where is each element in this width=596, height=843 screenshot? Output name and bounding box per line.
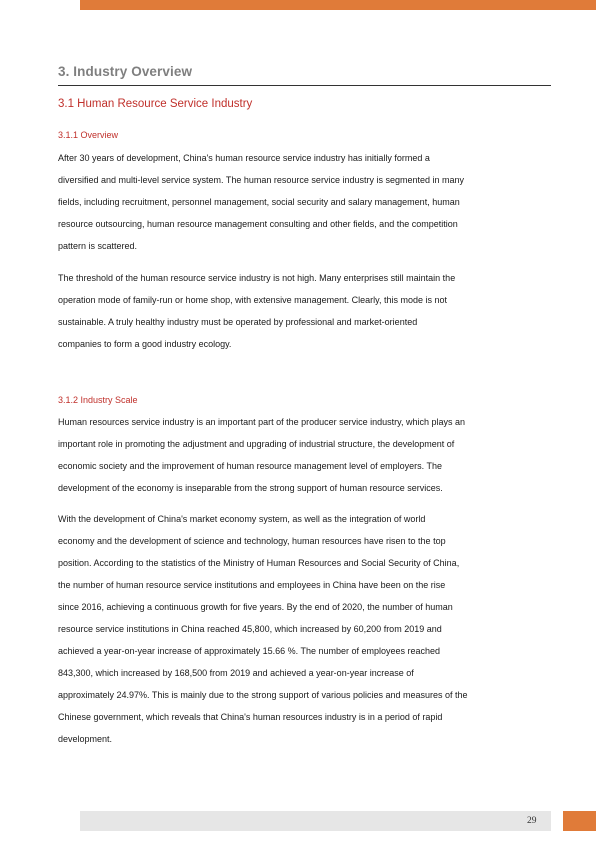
paragraph-line: resource service institutions in China reached 45,800, which increased by 60,200 from 2019 and: [58, 624, 442, 634]
paragraph-line: fields, including recruitment, personnel management, social security and salary management, human: [58, 197, 460, 207]
paragraph-overview-1: [58, 147, 558, 257]
subsection-title-industry-scale: 3.1.2 Industry Scale: [58, 395, 138, 405]
paragraph-line: The threshold of the human resource service industry is not high. Many enterprises still maintain the: [58, 273, 456, 283]
paragraph-line: companies to form a good industry ecology.: [58, 339, 232, 349]
paragraph-line: Chinese government, which reveals that China's human resources industry is in a period of rapid: [58, 712, 443, 722]
paragraph-line: With the development of China's market economy system, as well as the integration of world: [58, 514, 426, 524]
paragraph-overview-2: [58, 267, 558, 355]
paragraph-line: development of the economy is inseparable from the strong support of human resource services.: [58, 483, 443, 493]
chapter-divider: [58, 85, 551, 86]
paragraph-line: development.: [58, 734, 113, 744]
footer-accent-block: [563, 811, 596, 831]
paragraph-line: since 2016, achieving a continuous growth for five years. By the end of 2020, the number of human: [58, 602, 453, 612]
paragraph-scale-1: [58, 411, 558, 499]
paragraph-line: After 30 years of development, China's human resource service industry has initially formed a: [58, 153, 430, 163]
paragraph-line: economic society and the improvement of human resource management level of employers. The: [58, 461, 443, 471]
paragraph-line: Human resources service industry is an important part of the producer service industry, which plays an: [58, 417, 466, 427]
paragraph-line: resource outsourcing, human resource management consulting and other fields, and the competition: [58, 219, 458, 229]
subsection-title-overview: 3.1.1 Overview: [58, 130, 119, 140]
paragraph-line: approximately 24.97%. This is mainly due to the strong support of various policies and measures of the: [58, 690, 468, 700]
paragraph-line: pattern is scattered.: [58, 241, 138, 251]
paragraph-scale-2: [58, 508, 558, 750]
paragraph-line: economy and the development of science and technology, human resources have risen to the top: [58, 536, 446, 546]
paragraph-line: operation mode of family-run or home shop, with extensive management. Clearly, this mode is not: [58, 295, 448, 305]
paragraph-line: position. According to the statistics of the Ministry of Human Resources and Social Security of China,: [58, 558, 460, 568]
paragraph-line: important role in promoting the adjustment and upgrading of industrial structure, the development of: [58, 439, 455, 449]
section-title: 3.1 Human Resource Service Industry: [58, 98, 253, 110]
paragraph-line: 843,300, which increased by 168,500 from 2019 and achieved a year-on-year increase of: [58, 668, 414, 678]
paragraph-line: achieved a year-on-year increase of approximately 15.66 %. The number of employees reached: [58, 646, 441, 656]
paragraph-line: the number of human resource service institutions and employees in China have been on the rise: [58, 580, 446, 590]
paragraph-line: sustainable. A truly healthy industry must be operated by professional and market-oriented: [58, 317, 418, 327]
footer-bar: [80, 811, 551, 831]
chapter-title: 3. Industry Overview: [58, 64, 193, 79]
paragraph-line: diversified and multi-level service system. The human resource service industry is segmented in many: [58, 175, 465, 185]
header-accent-bar: [80, 0, 596, 10]
page-number: 29: [527, 816, 537, 826]
